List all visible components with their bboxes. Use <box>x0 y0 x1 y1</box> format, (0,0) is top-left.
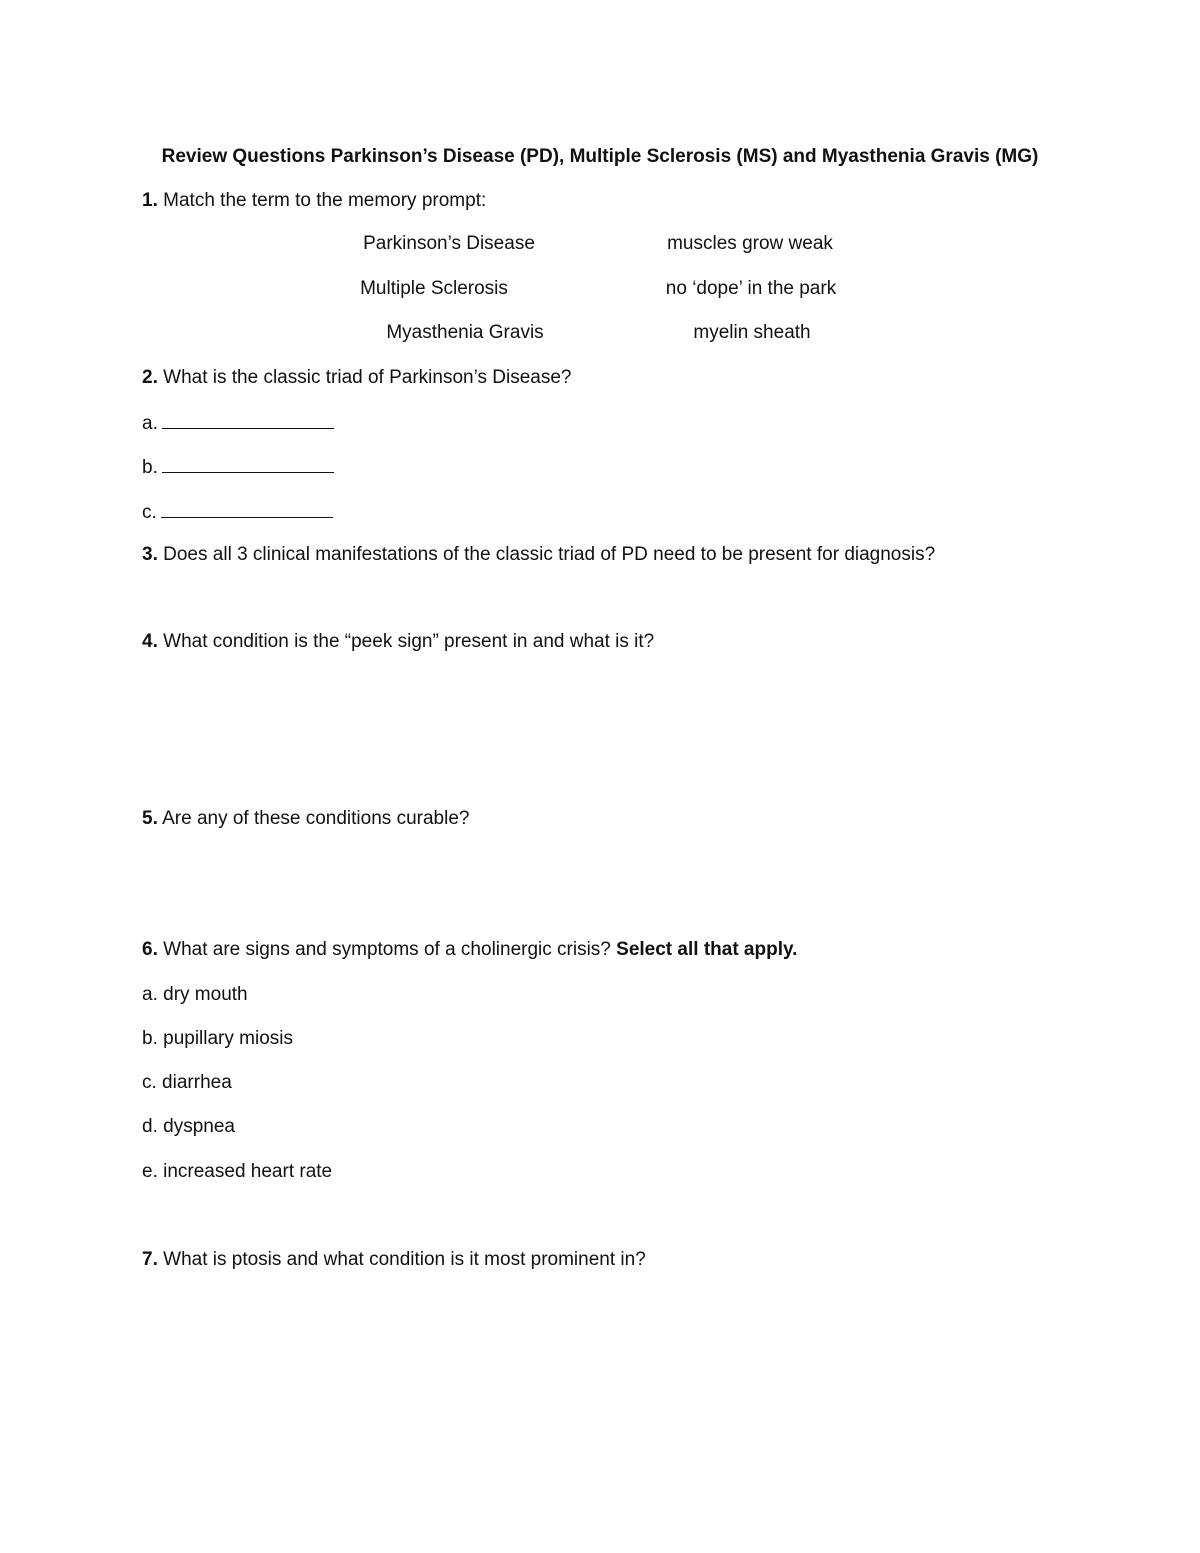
match-term-1: Parkinson’s Disease <box>363 233 535 254</box>
match-term-3: Myasthenia Gravis <box>386 322 544 343</box>
question-text: Match the term to the memory prompt: <box>163 190 487 211</box>
question-number: 5. <box>142 808 158 829</box>
page-title: Review Questions Parkinson’s Disease (PD), Multiple Sclerosis (MS) and Myasthenia Gravis (MG) <box>161 146 1039 167</box>
question-number: 7. <box>142 1249 158 1270</box>
question-5 <box>142 807 469 831</box>
question-text: What are signs and symptoms of a cholinergic crisis? <box>163 939 611 960</box>
answer-line[interactable] <box>162 454 334 473</box>
answer-line[interactable] <box>161 499 333 518</box>
option-c[interactable]: c. diarrhea <box>142 1072 232 1093</box>
question-text: Are any of these conditions curable? <box>162 808 470 829</box>
question-6 <box>142 938 797 962</box>
blank-label: a. <box>142 413 158 434</box>
match-prompt-2: no ‘dope’ in the park <box>665 278 837 299</box>
option-b[interactable]: b. pupillary miosis <box>142 1028 293 1049</box>
question-number: 4. <box>142 631 158 652</box>
question-text: What is the classic triad of Parkinson’s Disease? <box>163 367 572 388</box>
question-1 <box>142 189 486 213</box>
question-2 <box>142 366 571 390</box>
question-4 <box>142 630 654 654</box>
match-prompt-1: muscles grow weak <box>667 233 833 254</box>
question-instruction: Select all that apply. <box>616 939 798 960</box>
blank-label: c. <box>142 502 157 523</box>
question-number: 6. <box>142 939 158 960</box>
answer-blank-c[interactable] <box>142 499 333 525</box>
question-3 <box>142 543 935 567</box>
answer-blank-b[interactable] <box>142 454 334 480</box>
match-prompt-3: myelin sheath <box>693 322 811 343</box>
option-e[interactable]: e. increased heart rate <box>142 1161 333 1182</box>
option-a[interactable]: a. dry mouth <box>142 984 248 1005</box>
answer-blank-a[interactable] <box>142 410 334 436</box>
question-number: 2. <box>142 367 158 388</box>
question-text: What condition is the “peek sign” present in and what is it? <box>163 631 655 652</box>
answer-line[interactable] <box>162 410 334 429</box>
blank-label: b. <box>142 457 158 478</box>
question-number: 1. <box>142 190 158 211</box>
question-7 <box>142 1248 646 1272</box>
option-d[interactable]: d. dyspnea <box>142 1116 235 1137</box>
match-term-2: Multiple Sclerosis <box>360 278 508 299</box>
question-number: 3. <box>142 544 158 565</box>
question-text: What is ptosis and what condition is it most prominent in? <box>163 1249 646 1270</box>
question-text: Does all 3 clinical manifestations of the classic triad of PD need to be present for diagnosis? <box>163 544 936 565</box>
